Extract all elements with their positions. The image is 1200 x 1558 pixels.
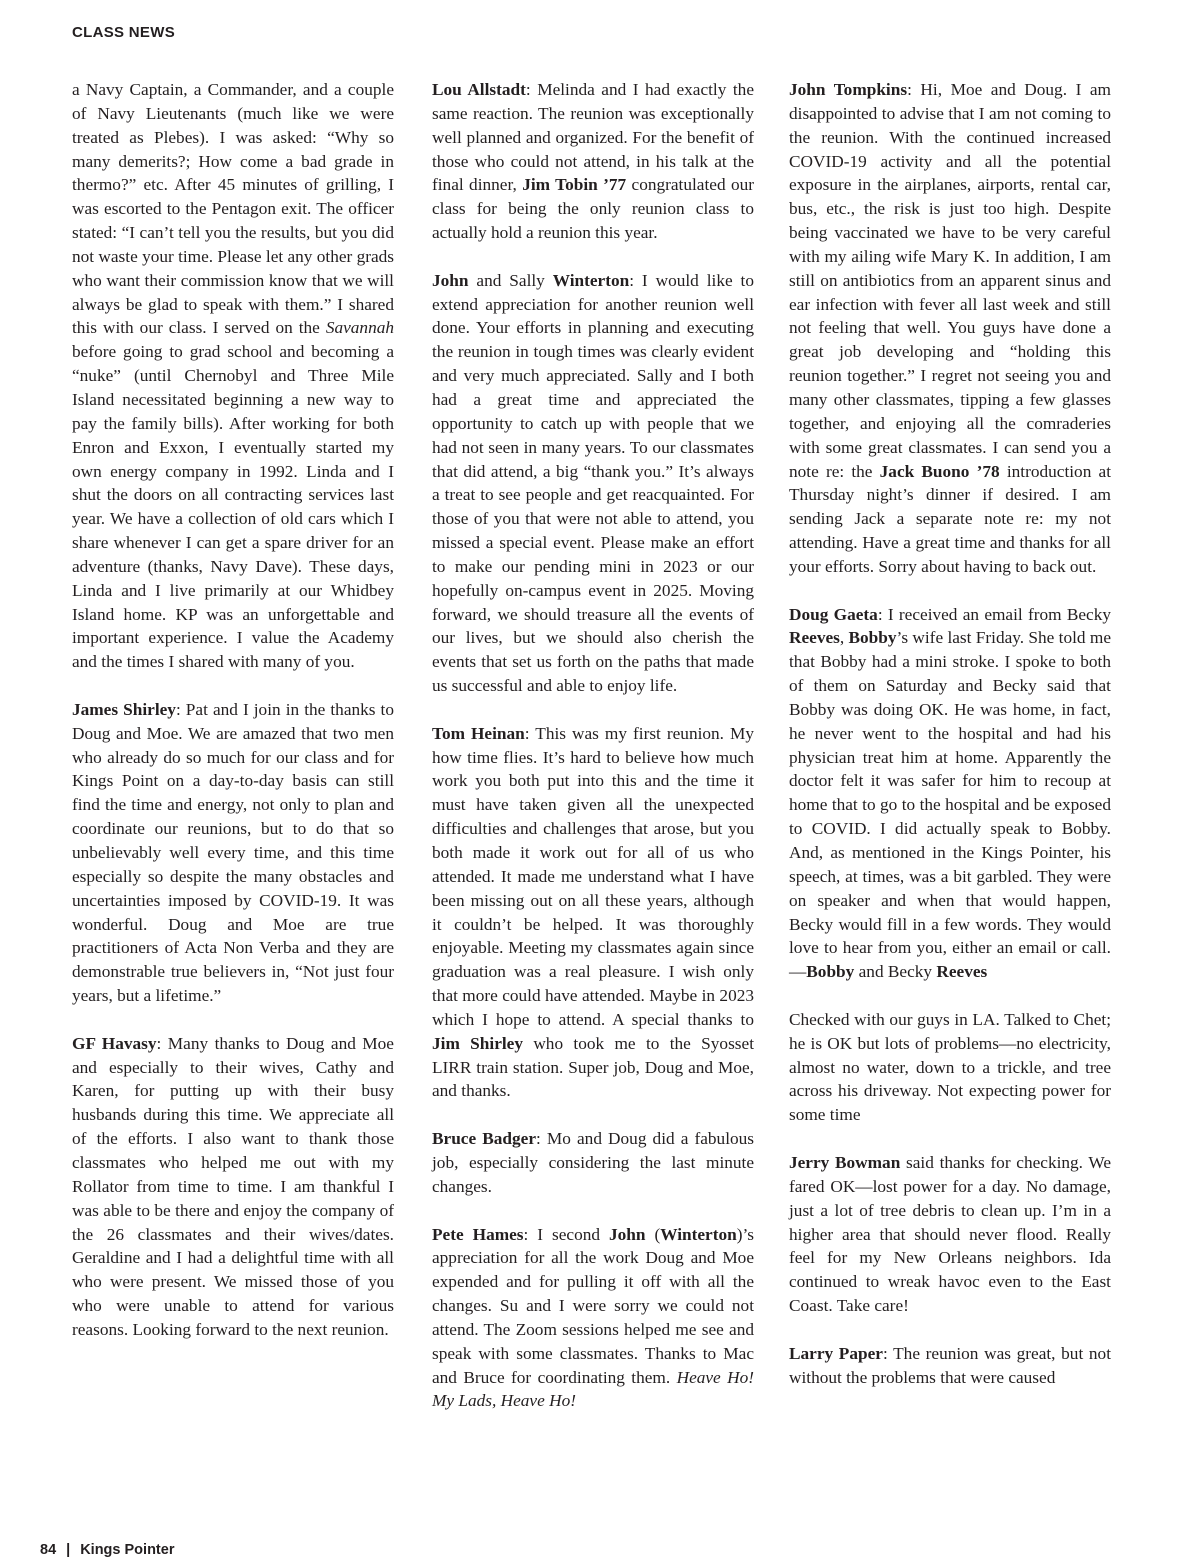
- paragraph-jerry-bowman: [789, 1151, 1111, 1318]
- paragraph-text: : This was my first reunion. My how time flies. It’s hard to believe how much work you both put into this and the time it must have taken given all the unexpected difficulties and challenges that arose, but you both made it work out for all of us who attended. It made me understand what I have been missing out on all these years, although it couldn’t be helped. It was thoroughly enjoyable. Meeting my classmates again since graduation was a real pleasure. I wish only that more could have attended. Maybe in 2023 which I hope to attend. A special thanks to: [432, 723, 755, 1029]
- author-name: Winterton: [552, 270, 630, 290]
- author-name: Lou Allstadt: [432, 80, 526, 99]
- author-name: Doug Gaeta: [789, 604, 878, 624]
- paragraph-text: )’s appreciation for all the work Doug and Moe expended and for pulling it off with all the changes. Su and I were sorry we could not attend. The Zoom sessions helped me see and speak with some classmates. Thanks to Mac and Bruce for coordinating them.: [432, 1224, 754, 1387]
- paragraph-text: : The reunion was great, but not without the problems that were caused: [789, 1343, 1111, 1387]
- mentioned-name: Jack Buono ’78: [879, 461, 1000, 481]
- paragraph-text: : Pat and I join in the thanks to Doug and Moe. We are amazed that two men who already do so much for our class and for Kings Point on a day-to-day basis can still find the time and energy, not only to plan and coordinate our reunions, but to do that so unbelievably well every time, and this time especially so despite the many obstacles and uncertainties imposed by COVID-19. It was wonderful. Doug and Moe are true practitioners of Acta Non Verba and they are demonstrable true believers in, “Not just four years, but a lifetime.”: [72, 699, 394, 1006]
- page-footer: [40, 1542, 174, 1558]
- author-name: Pete Hames: [432, 1224, 524, 1244]
- paragraph-text: ,: [839, 628, 849, 648]
- column-2: [432, 78, 754, 1437]
- paragraph-bruce-badger: [432, 1127, 754, 1199]
- publication-name: Kings Pointer: [80, 1542, 175, 1558]
- paragraph-text: : Hi, Moe and Doug. I am disappointed to advise that I am not coming to the reunion. With the continued increased COVID-19 activity and all the potential exposure in the airplanes, airports, rental car, bus, etc., the risk is just too high. Despite being vaccinated we have to be very careful with my ailing wife Mary K. In addition, I am still on antibiotics from an apparent sinus and ear infection with fever all last week and still not feeling that well. You guys have done a great job developing and “holding this reunion together.” I regret not seeing you and many other classmates, tipping a few glasses together, and enjoying all the comraderies with some great classmates. I can send you a note re: the: [789, 80, 1111, 481]
- paragraph-text: : Mo and Doug did a fabulous job, especially considering the last minute changes.: [432, 1129, 754, 1196]
- paragraph-text: and Sally: [468, 270, 553, 290]
- paragraph-larry-paper: [789, 1342, 1111, 1390]
- footer-separator: |: [66, 1542, 71, 1558]
- paragraph-la-check: [789, 1008, 1111, 1127]
- closing-motto: Heave Ho! My Lads, Heave Ho!: [432, 1367, 755, 1411]
- mentioned-name: Bobby: [848, 628, 897, 648]
- author-name: Jerry Bowman: [789, 1152, 901, 1172]
- author-name: Bruce Badger: [432, 1129, 537, 1149]
- author-name: John: [432, 270, 469, 290]
- mentioned-name: Reeves: [789, 628, 840, 648]
- author-name: Larry Paper: [789, 1343, 883, 1363]
- author-name: James Shirley: [72, 699, 176, 719]
- paragraph-john-winterton: [432, 269, 754, 698]
- paragraph-doug-gaeta: [789, 603, 1111, 985]
- column-1: [72, 78, 394, 1366]
- paragraph-gf-havasy: [72, 1032, 394, 1342]
- paragraph-text: Checked with our guys in LA. Talked to Chet; he is OK but lots of problems—no electricity, almost no water, down to a trickle, and tree across his driveway. Not expecting power for some time: [789, 1009, 1111, 1125]
- mentioned-name: Winterton: [660, 1224, 737, 1244]
- mentioned-name: Jim Tobin ’77: [522, 175, 627, 195]
- paragraph-pete-hames: [432, 1223, 754, 1414]
- author-name: GF Havasy: [72, 1033, 157, 1053]
- mentioned-name: Jim Shirley: [432, 1033, 523, 1053]
- paragraph-text: : I would like to extend appreciation for another reunion well done. Your efforts in planning and executing the reunion in tough times was clearly evident and very much appreciated. Sally and I both had a great time and appreciated the opportunity to catch up with people that we had not seen in many years. To our classmates that did attend, a big “thank you.” It’s always a treat to see people and get reacquainted. For those of you that were not able to attend, you missed a special event. Please make an effort to make our pending mini in 2023 or our hopefully on-campus event in 2025. Moving forward, we should treasure all the events of our lives, but we should also cherish the events that set us forth on the paths that made us successful and able to enjoy life.: [432, 270, 754, 696]
- paragraph-text: congratulated our class for being the only reunion class to actually hold a reunion this year.: [432, 175, 754, 243]
- paragraph-text: (: [645, 1224, 661, 1244]
- column-3: [789, 78, 1111, 1413]
- paragraph-text: ’s wife last Friday. She told me that Bobby had a mini stroke. I spoke to both of them on Saturday and Becky said that Bobby was doing OK. He was home, in fact, he never went to the hospital and had his physician treat him at home. Apparently the doctor felt it was safer for him to recoup at home that to go to the hospital and be exposed to COVID. I did actually speak to Bobby. And, as mentioned in the Kings Pointer, his speech, at times, was a bit garbled. They were on speaker and when that would happen, Becky would fill in a few words. They would love to hear from you, either an email or call. —: [789, 628, 1111, 982]
- paragraph-text: and Becky: [854, 962, 937, 982]
- paragraph-text: introduction at Thursday night’s dinner if desired. I am sending Jack a separate note re: my not attending. Have a great time and thanks for all your efforts. Sorry about having to back out.: [789, 461, 1111, 576]
- paragraph-text: : I received an email from Becky: [877, 604, 1112, 624]
- paragraph-text: : Many thanks to Doug and Moe and especially to their wives, Cathy and Karen, for putting up with their busy husbands during this time. We appreciate all of the efforts. I also want to thank those classmates who helped me out with my Rollator from time to time. I am thankful I was able to be there and enjoy the company of the 26 classmates and their wives/dates. Geraldine and I had a delightful time with all who were present. We missed those of you who were unable to attend for various reasons. Looking forward to the next reunion.: [72, 1033, 394, 1339]
- paragraph-tom-heinan: [432, 722, 754, 1104]
- paragraph-text: before going to grad school and becoming a “nuke” (until Chernobyl and Three Mile Island necessitated beginning a new way to pay the family bills). After working for both Enron and Exxon, I eventually started my own energy company in 1992. Linda and I shut the doors on all contracting services last year. We have a collection of old cars which I share whenever I can get a spare driver for an adventure (thanks, Navy Dave). These days, Linda and I live primarily at our Whidbey Island home. KP was an unforgettable and important experience. I value the Academy and the times I shared with many of you.: [72, 342, 394, 672]
- paragraph-text: : Melinda and I had exactly the same reaction. The reunion was exceptionally well planned and organized. For the benefit of those who could not attend, in his talk at the final dinner,: [432, 80, 754, 195]
- section-header: CLASS NEWS: [72, 24, 176, 41]
- page-number: 84: [40, 1542, 57, 1558]
- paragraph-john-tompkins: [789, 78, 1111, 579]
- ship-name: Savannah: [325, 318, 394, 338]
- signature-name: Bobby: [806, 962, 855, 982]
- paragraph-james-shirley: [72, 698, 394, 1008]
- author-name: John Tompkins: [789, 80, 908, 99]
- signature-name: Reeves: [936, 962, 988, 982]
- paragraph-text: who took me to the Syosset LIRR train station. Super job, Doug and Moe, and thanks.: [432, 1033, 754, 1101]
- mentioned-name: John: [608, 1224, 646, 1244]
- paragraph-lou-allstadt: [432, 78, 754, 245]
- author-name: Tom Heinan: [432, 723, 525, 743]
- paragraph-text: a Navy Captain, a Commander, and a couple of Navy Lieutenants (much like we were treated as Plebes). I was asked: “Why so many demerits?; How come a bad grade in thermo?” etc. After 45 minutes of grilling, I was escorted to the Pentagon exit. The officer stated: “I can’t tell you the results, but you did not waste your time. Please let any other grads who want their commission know that we will always be glad to speak with them.” I shared this with our class. I served on the: [72, 80, 395, 338]
- paragraph-text: said thanks for checking. We fared OK—lost power for a day. No damage, just a lot of tree debris to clean up. I’m in a higher area that should never flood. Really feel for my New Orleans neighbors. Ida continued to wreak havoc even to the East Coast. Take care!: [789, 1152, 1111, 1316]
- paragraph-navy-interview: [72, 78, 394, 674]
- paragraph-text: : I second: [523, 1224, 609, 1244]
